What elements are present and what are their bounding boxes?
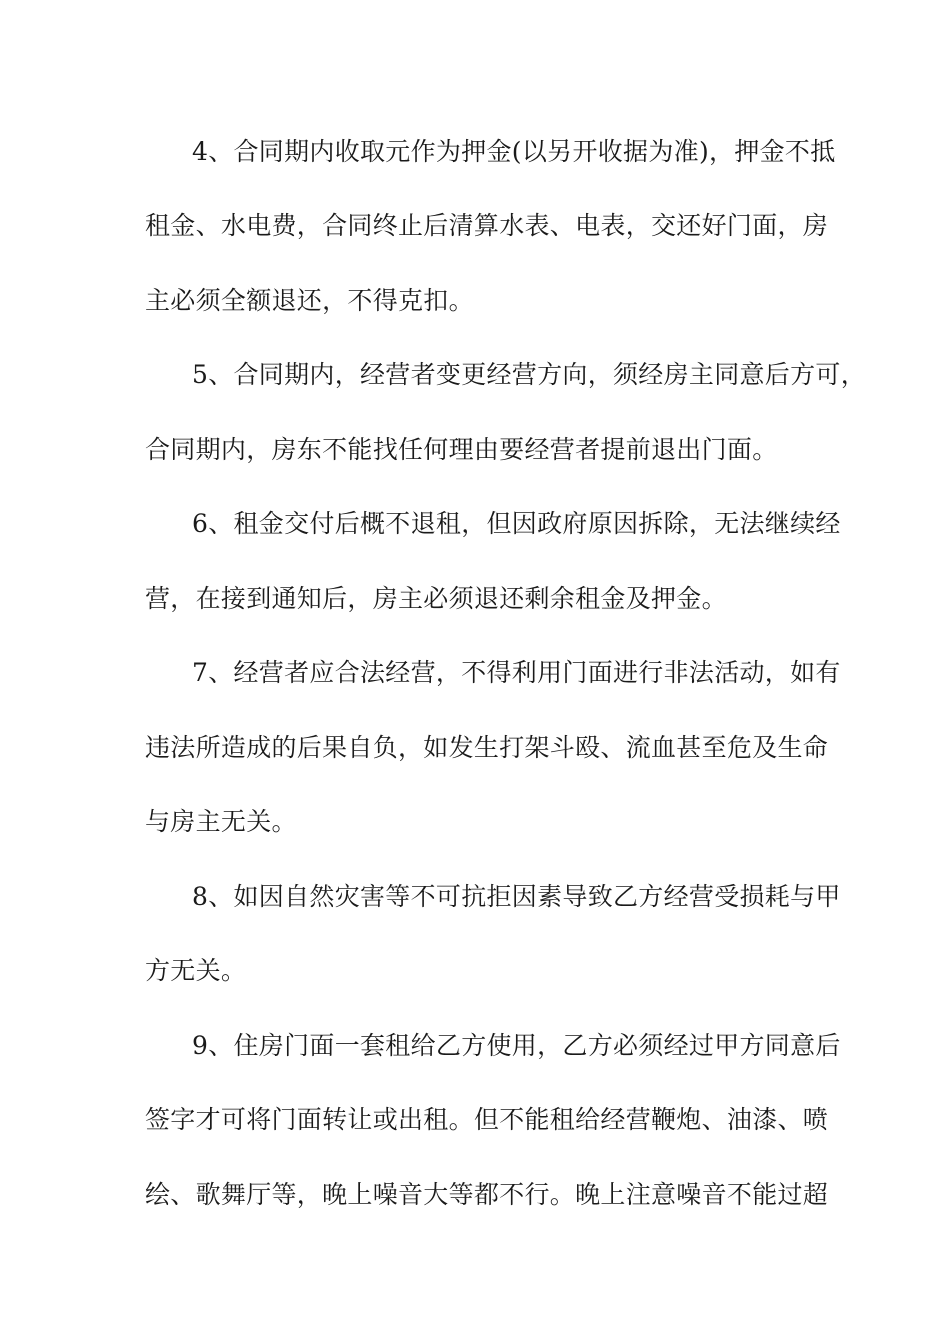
clause-4-line-3: 主必须全额退还，不得克扣。 [145,286,474,315]
clause-9-line-1: 9、住房门面一套租给乙方使用，乙方必须经过甲方同意后 [192,1031,841,1060]
clause-8-line-1: 8、如因自然灾害等不可抗拒因素导致乙方经营受损耗与甲 [192,882,841,911]
clause-7-line-2: 违法所造成的后果自负，如发生打架斗殴、流血甚至危及生命 [145,733,829,762]
clause-9-line-3: 绘、歌舞厅等，晚上噪音大等都不行。晚上注意噪音不能过超 [145,1180,829,1209]
clause-5-line-2: 合同期内，房东不能找任何理由要经营者提前退出门面。 [145,435,778,464]
clause-8-line-2: 方无关。 [145,956,247,985]
clause-7-line-1: 7、经营者应合法经营，不得利用门面进行非法活动，如有 [192,658,841,687]
clause-4-line-2: 租金、水电费，合同终止后清算水表、电表，交还好门面，房 [145,211,829,240]
clause-4-line-1: 4、合同期内收取元作为押金(以另开收据为准)，押金不抵 [192,137,836,166]
clause-9-line-2: 签字才可将门面转让或出租。但不能租给经营鞭炮、油漆、喷 [145,1105,829,1134]
clause-6-line-2: 营，在接到通知后，房主必须退还剩余租金及押金。 [145,584,727,613]
clause-7-line-3: 与房主无关。 [145,807,297,836]
clause-5-line-1: 5、合同期内，经营者变更经营方向，须经房主同意后方可， [192,360,867,389]
clause-6-line-1: 6、租金交付后概不退租，但因政府原因拆除，无法继续经 [192,509,841,538]
